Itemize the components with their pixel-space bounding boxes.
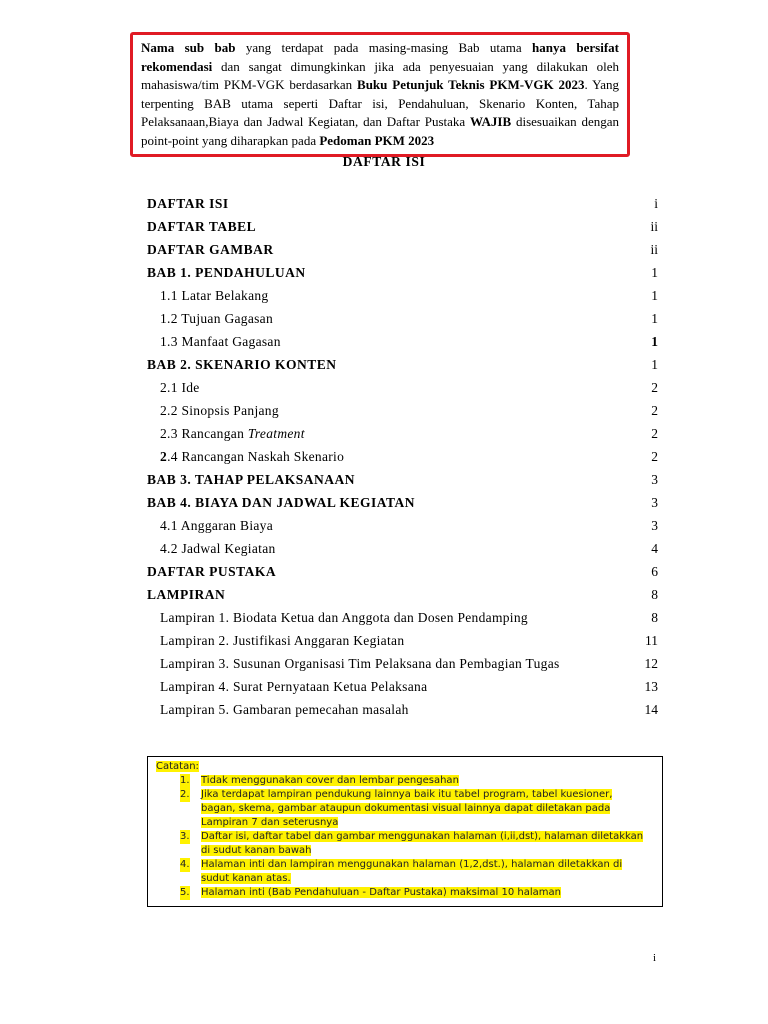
catatan-item-line: bagan, skema, gambar ataupun dokumentasi visual lainnya dapat diletakan pada <box>201 803 611 814</box>
toc-label: Lampiran 5. Gambaran pemecahan masalah <box>160 702 409 717</box>
catatan-item-number: 3. <box>180 831 190 842</box>
toc-row[interactable] <box>147 284 658 307</box>
catatan-item-line: di sudut kanan bawah <box>201 845 312 856</box>
toc-label: 4.2 Jadwal Kegiatan <box>160 541 276 556</box>
toc-page: 2 <box>651 403 658 418</box>
catatan-item-number: 4. <box>180 859 190 870</box>
toc-label: Lampiran 4. Surat Pernyataan Ketua Pelaksana <box>160 679 428 694</box>
toc-label: 4.1 Anggaran Biaya <box>160 518 273 533</box>
toc-page: 2 <box>651 449 658 464</box>
toc-page: 13 <box>644 679 658 694</box>
catatan-item-line: Jika terdapat lampiran pendukung lainnya baik itu tabel program, tabel kuesioner, <box>201 789 613 800</box>
toc-page: 6 <box>651 564 658 579</box>
toc-row[interactable] <box>147 215 658 238</box>
catatan-box <box>147 756 663 907</box>
toc-page: 8 <box>651 587 658 602</box>
toc-page: 1 <box>651 334 658 349</box>
toc-page: 3 <box>651 472 658 487</box>
toc-page: 3 <box>651 495 658 510</box>
toc-page: 1 <box>651 265 658 280</box>
toc-label: BAB 1. PENDAHULUAN <box>147 265 306 280</box>
toc-page: 1 <box>651 311 658 326</box>
toc-label: 1.2 Tujuan Gagasan <box>160 311 274 326</box>
toc-label: 2.2 Sinopsis Panjang <box>160 403 279 418</box>
toc-page: 3 <box>651 518 658 533</box>
catatan-item <box>156 774 654 788</box>
toc-label <box>160 422 305 445</box>
toc-label: LAMPIRAN <box>147 587 226 602</box>
toc-label: DAFTAR ISI <box>147 196 229 211</box>
note-text-4: dan sangat dimungkinkan jika ada penyesuaian yang dilakukan oleh mahasiswa/tim PKM-VGK berdasarkan <box>141 58 619 93</box>
toc-row[interactable] <box>147 422 658 445</box>
toc-page: 4 <box>651 541 658 556</box>
toc-row[interactable] <box>147 261 658 284</box>
note-text-7: WAJIB <box>469 114 512 130</box>
toc-page: 1 <box>651 288 658 303</box>
toc-label-bold: 2 <box>160 449 168 464</box>
catatan-item-number: 5. <box>180 887 190 898</box>
toc-row[interactable] <box>147 537 658 560</box>
toc-page: 11 <box>645 633 658 648</box>
catatan-item-line: Daftar isi, daftar tabel dan gambar menggunakan halaman (i,ii,dst), halaman diletakkan <box>201 831 644 842</box>
toc-page: 2 <box>651 426 658 441</box>
page-title: DAFTAR ISI <box>342 154 426 169</box>
note-text-5: Buku Petunjuk Teknis PKM-VGK 2023 <box>357 77 585 93</box>
catatan-item <box>156 788 654 830</box>
toc-page: 14 <box>644 702 658 717</box>
toc-label: DAFTAR TABEL <box>147 219 257 234</box>
toc-label-part: 2.3 Rancangan <box>160 426 248 441</box>
toc-row[interactable] <box>147 307 658 330</box>
toc-page: ii <box>650 219 658 234</box>
toc-row[interactable] <box>147 652 658 675</box>
catatan-heading: Catatan: <box>156 761 199 772</box>
toc-row[interactable] <box>147 583 658 606</box>
toc-label: BAB 3. TAHAP PELAKSANAAN <box>147 472 356 487</box>
toc-page: i <box>654 196 658 211</box>
toc-row[interactable] <box>147 675 658 698</box>
toc-row[interactable] <box>147 330 658 353</box>
toc-row[interactable] <box>147 514 658 537</box>
toc-label: Lampiran 1. Biodata Ketua dan Anggota dan Dosen Pendamping <box>160 610 528 625</box>
toc-label: 1.3 Manfaat Gagasan <box>160 334 281 349</box>
toc-row[interactable] <box>147 238 658 261</box>
catatan-item-line: Halaman inti (Bab Pendahuluan - Daftar Pustaka) maksimal 10 halaman <box>201 887 561 898</box>
catatan-item-number: 1. <box>180 775 190 786</box>
toc-label <box>160 445 344 468</box>
toc-page: 8 <box>651 610 658 625</box>
toc-row[interactable] <box>147 491 658 514</box>
note-text-2: yang terdapat pada masing-masing Bab utama <box>235 40 533 55</box>
toc-label: BAB 4. BIAYA DAN JADWAL KEGIATAN <box>147 495 416 510</box>
toc-label: DAFTAR GAMBAR <box>147 242 274 257</box>
toc-row[interactable] <box>147 353 658 376</box>
catatan-item-line: Tidak menggunakan cover dan lembar pengesahan <box>201 775 459 786</box>
toc-row[interactable] <box>147 606 658 629</box>
catatan-item <box>156 858 654 886</box>
toc-row[interactable] <box>147 399 658 422</box>
toc-row[interactable] <box>147 376 658 399</box>
toc-label: DAFTAR PUSTAKA <box>147 564 277 579</box>
toc-page: 12 <box>644 656 658 671</box>
toc-label: Lampiran 2. Justifikasi Anggaran Kegiatan <box>160 633 405 648</box>
toc-label: 2.1 Ide <box>160 380 200 395</box>
catatan-item <box>156 830 654 858</box>
toc-page: ii <box>650 242 658 257</box>
toc-label-part: .4 Rancangan Naskah Skenario <box>167 449 345 464</box>
catatan-item-line: Lampiran 7 dan seterusnya <box>201 817 339 828</box>
toc-row[interactable] <box>147 560 658 583</box>
toc-row[interactable] <box>147 445 658 468</box>
page-number: i <box>653 952 657 964</box>
toc-row[interactable] <box>147 468 658 491</box>
toc-label: BAB 2. SKENARIO KONTEN <box>147 357 337 372</box>
toc-label: Lampiran 3. Susunan Organisasi Tim Pelaksana dan Pembagian Tugas <box>160 656 560 671</box>
note-text-9: Pedoman PKM 2023 <box>319 132 435 148</box>
catatan-item-line: Halaman inti dan lampiran menggunakan halaman (1,2,dst.), halaman diletakkan di <box>201 859 623 870</box>
toc-label: 1.1 Latar Belakang <box>160 288 269 303</box>
toc-page: 2 <box>651 380 658 395</box>
note-text-3: hanya bersifat rekomendasi <box>141 40 619 74</box>
catatan-item <box>156 886 654 900</box>
catatan-list <box>156 774 654 900</box>
recommendation-note-box <box>130 32 630 157</box>
note-text-6: . Yang terpenting BAB utama seperti Daftar isi, Pendahuluan, Skenario Konten, Tahap Pelaksanaan,Biaya dan Jadwal Kegiatan, dan Daftar Pustaka <box>141 77 619 130</box>
toc-page: 1 <box>651 357 658 372</box>
note-text-1: Nama sub bab <box>141 40 236 55</box>
toc-row[interactable] <box>147 629 658 652</box>
toc-row[interactable] <box>147 192 658 215</box>
toc-row[interactable] <box>147 698 658 721</box>
toc-label-italic: Treatment <box>247 426 305 441</box>
table-of-contents <box>147 192 658 721</box>
catatan-item-line: sudut kanan atas. <box>201 873 291 884</box>
note-text-8: disesuaikan dengan point-point yang diharapkan pada <box>141 114 619 148</box>
catatan-item-number: 2. <box>180 789 190 800</box>
